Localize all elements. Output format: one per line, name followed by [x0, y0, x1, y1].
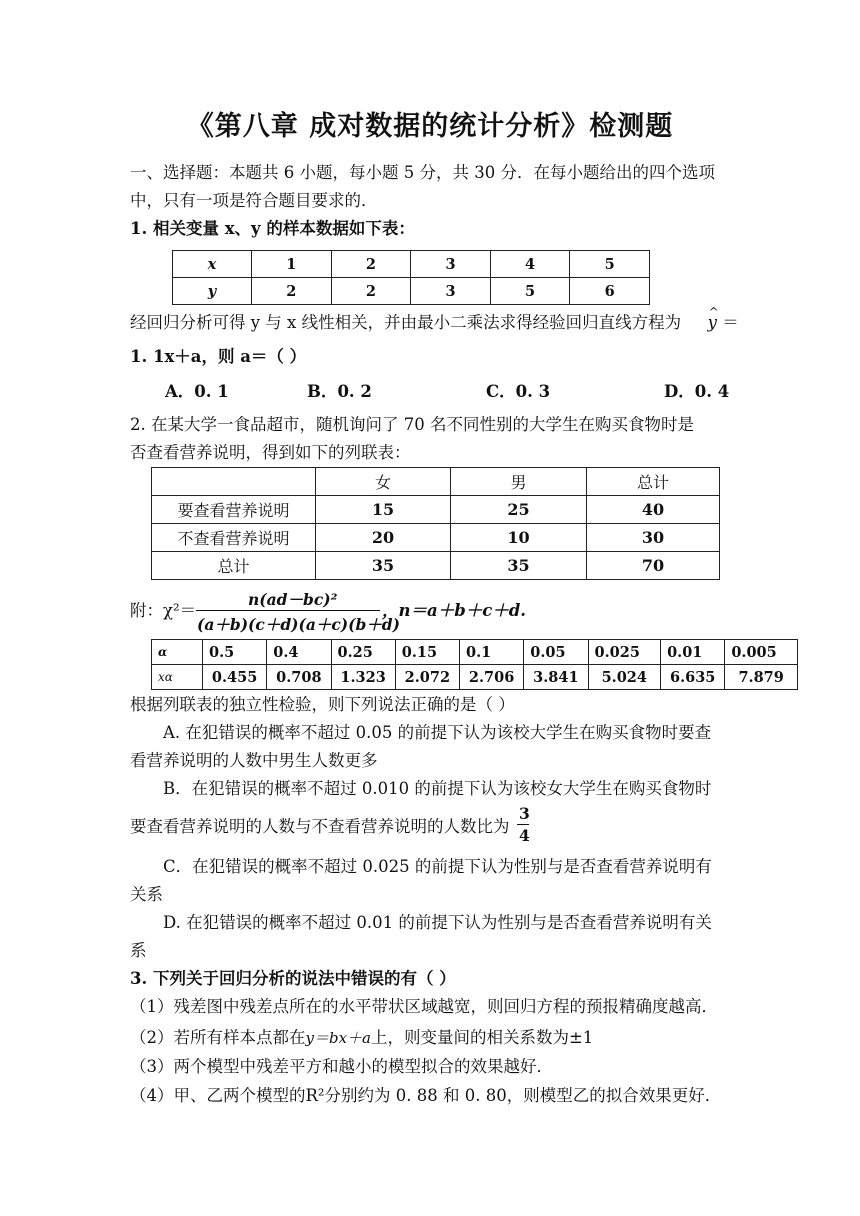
- table-cell: 40: [587, 496, 720, 524]
- table-cell: xα: [152, 665, 203, 690]
- q2-option-a-line1: A. 在犯错误的概率不超过 0.05 的前提下认为该校大学生在购买食物时要查: [163, 723, 712, 742]
- q2-option-b-line1: B．在犯错误的概率不超过 0.010 的前提下认为该校女大学生在购买食物时: [163, 779, 712, 798]
- table-row: [152, 496, 720, 524]
- table-cell: 0.455: [203, 665, 267, 690]
- q3-item-2: [130, 1027, 593, 1049]
- table-cell: 2: [331, 251, 411, 278]
- q3-item-2-suffix: 上，则变量间的相关系数为±1: [370, 1028, 594, 1047]
- table-row: [152, 665, 798, 690]
- q1-equation-line: 1. 1x＋a，则 a＝（ ）: [130, 347, 307, 366]
- table-cell: 2: [252, 278, 332, 305]
- q1-stem: 1. 相关变量 x、y 的样本数据如下表：: [130, 219, 415, 238]
- q1-data-table: [172, 250, 650, 305]
- q3-item-4: （4）甲、乙两个模型的R²分别约为 0. 88 和 0. 80，则模型乙的拟合效果更好．: [130, 1086, 722, 1105]
- q2-stem-line1: 2. 在某大学一食品超市，随机询问了 70 名不同性别的大学生在购买食物时是: [130, 415, 694, 434]
- table-cell: 2: [331, 278, 411, 305]
- q2-option-a-line2: 看营养说明的人数中男生人数更多: [130, 751, 378, 770]
- q2-option-c-line2: 关系: [130, 885, 163, 904]
- table-cell: x: [173, 251, 252, 278]
- section-instructions-line1: 一、选择题：本题共 6 小题，每小题 5 分，共 30 分．在每小题给出的四个选项: [130, 163, 715, 182]
- table-cell: 3: [411, 251, 491, 278]
- table-cell: 35: [451, 552, 587, 580]
- formula-suffix: ，n＝a＋b＋c＋d.: [382, 601, 527, 620]
- table-cell: 0.005: [725, 640, 798, 665]
- table-cell: 0.05: [524, 640, 588, 665]
- table-cell: 2.706: [460, 665, 524, 690]
- q1-option-b: B．0. 2: [307, 382, 372, 401]
- table-cell: 0.4: [267, 640, 331, 665]
- q3-item-1: （1）残差图中残差点所在的水平带状区域越宽，则回归方程的预报精确度越高．: [130, 997, 718, 1016]
- table-cell: 0.25: [331, 640, 395, 665]
- table-cell: 要查看营养说明: [152, 496, 316, 524]
- table-cell: 15: [316, 496, 451, 524]
- table-cell: [152, 468, 316, 496]
- table-row: [173, 278, 650, 305]
- table-row: [152, 552, 720, 580]
- table-cell: 20: [316, 524, 451, 552]
- fraction-bar: [517, 824, 529, 825]
- table-cell: 不查看营养说明: [152, 524, 316, 552]
- table-cell: 6: [570, 278, 650, 305]
- fraction-numerator: 3: [519, 804, 530, 823]
- y-hat-symbol: ^ y: [708, 312, 717, 334]
- table-cell: 总计: [587, 468, 720, 496]
- table-cell: 5.024: [588, 665, 661, 690]
- table-cell: y: [173, 278, 252, 305]
- table-cell: 3: [411, 278, 491, 305]
- table-cell: 6.635: [661, 665, 725, 690]
- table-cell: 男: [451, 468, 587, 496]
- table-cell: 女: [316, 468, 451, 496]
- formula-prefix: 附：χ²＝: [130, 601, 197, 620]
- q3-item-2-prefix: （2）若所有样本点都在: [130, 1028, 306, 1047]
- formula-numerator: n(ad－bc)²: [248, 590, 338, 609]
- q1-regression-text: [130, 312, 739, 334]
- q2-option-b-line2: 要查看营养说明的人数与不查看营养说明的人数比为: [130, 817, 510, 836]
- table-row: [152, 468, 720, 496]
- table-cell: 7.879: [725, 665, 798, 690]
- table-row: [173, 251, 650, 278]
- table-cell: 70: [587, 552, 720, 580]
- q2-critical-value-table: [151, 639, 798, 690]
- table-cell: 0.708: [267, 665, 331, 690]
- q3-stem: 3. 下列关于回归分析的说法中错误的有（ ）: [130, 969, 456, 988]
- table-cell: 0.15: [395, 640, 459, 665]
- page-title: 《第八章 成对数据的统计分析》检测题: [186, 111, 674, 142]
- fraction-denominator: 4: [519, 826, 530, 845]
- table-row: [152, 640, 798, 665]
- table-cell: 4: [490, 251, 570, 278]
- q2-contingency-table: [151, 467, 720, 580]
- table-cell: 0.1: [460, 640, 524, 665]
- table-cell: 5: [490, 278, 570, 305]
- q1-option-a: A．0. 1: [165, 382, 229, 401]
- regression-equation: y＝bx＋a: [305, 1029, 371, 1047]
- table-cell: 0.5: [203, 640, 267, 665]
- table-cell: 2.072: [395, 665, 459, 690]
- table-cell: 5: [570, 251, 650, 278]
- equals-sign: ＝: [722, 313, 739, 332]
- q2-option-c-line1: C．在犯错误的概率不超过 0.025 的前提下认为性别与是否查看营养说明有: [163, 857, 712, 876]
- q2-question: 根据列联表的独立性检验，则下列说法正确的是（ ）: [130, 695, 515, 714]
- q1-option-d: D．0. 4: [664, 382, 730, 401]
- table-cell: α: [152, 640, 203, 665]
- formula-denominator: (a＋b)(c＋d)(a＋c)(b＋d): [197, 615, 400, 634]
- table-cell: 35: [316, 552, 451, 580]
- q2-stem-line2: 否查看营养说明，得到如下的列联表：: [130, 443, 411, 462]
- table-cell: 总计: [152, 552, 316, 580]
- table-cell: 30: [587, 524, 720, 552]
- table-cell: 10: [451, 524, 587, 552]
- table-cell: 1.323: [331, 665, 395, 690]
- fraction-bar: [196, 610, 380, 611]
- q2-option-d-line2: 系: [130, 941, 147, 960]
- q1-regression-text-body: 经回归分析可得 y 与 x 线性相关，并由最小二乘法求得经验回归直线方程为: [130, 313, 682, 332]
- table-cell: 25: [451, 496, 587, 524]
- section-instructions-line2: 中，只有一项是符合题目要求的．: [130, 191, 378, 210]
- table-cell: 1: [252, 251, 332, 278]
- table-cell: 3.841: [524, 665, 588, 690]
- q3-item-3: （3）两个模型中残差平方和越小的模型拟合的效果越好．: [130, 1057, 553, 1076]
- table-row: [152, 524, 720, 552]
- table-cell: 0.01: [661, 640, 725, 665]
- q2-option-d-line1: D. 在犯错误的概率不超过 0.01 的前提下认为性别与是否查看营养说明有关: [163, 913, 712, 932]
- table-cell: 0.025: [588, 640, 661, 665]
- q1-option-c: C．0. 3: [486, 382, 551, 401]
